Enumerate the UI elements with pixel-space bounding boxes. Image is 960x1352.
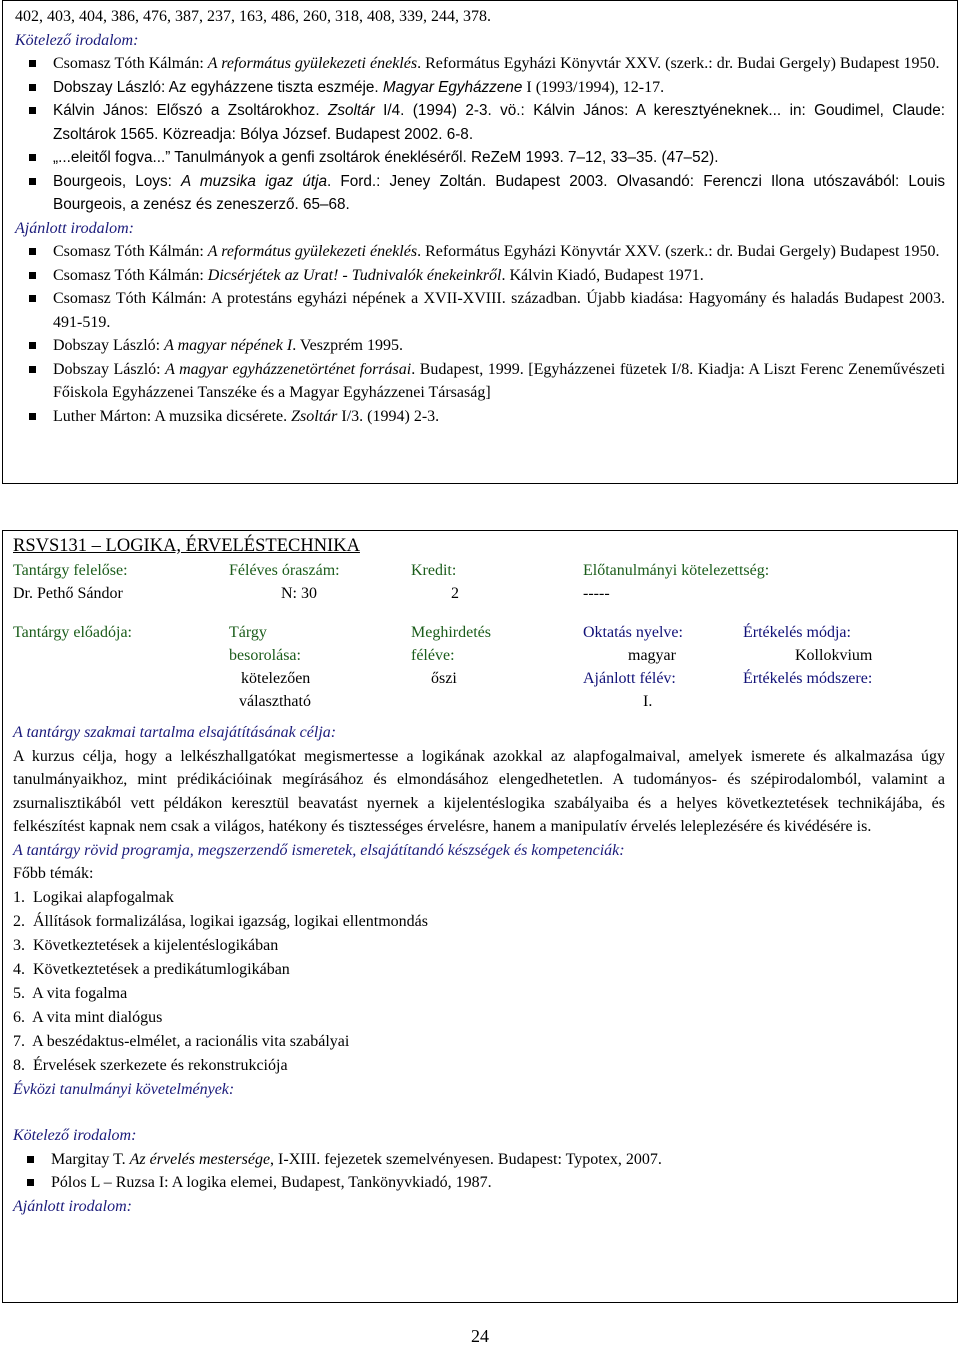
- text-run: Zsoltár: [327, 102, 375, 119]
- text-run: I/4. (1994) 2-3. vö.:: [374, 102, 534, 119]
- text-run: . Ford.: Jeney Zoltán. Budapest 2003. Olvasandó: Ferenczi Ilona utószavából: Louis Bourgeois, a zenész és zeneszerző. 65–68.: [53, 172, 945, 213]
- recommended-semester-label: Ajánlott félév:: [583, 670, 676, 687]
- topics-label: Főbb témák:: [13, 865, 94, 882]
- text-run: Csomasz Tóth Kálmán: A protestáns egyházi népének a XVII-XVIII. században. Újabb kiadása: Hagyomány és haladás Budapest 2003. 491-519.: [53, 290, 945, 331]
- text-run: Csomasz Tóth Kálmán:: [53, 266, 208, 284]
- literature-item: [15, 264, 945, 288]
- course-description-box: [2, 530, 958, 1303]
- credit-value: 2: [451, 585, 459, 602]
- literature-item: [13, 1148, 945, 1172]
- topic-item: 1. Logikai alapfogalmak: [13, 888, 174, 906]
- text-run: I/3. (1994) 2-3.: [337, 407, 440, 425]
- announce-label-2: féléve:: [411, 647, 455, 664]
- evaluation-value: Kollokvium: [795, 647, 873, 664]
- class-label-2: besorolása:: [229, 647, 301, 664]
- aim-heading: A tantárgy szakmai tartalma elsajátításának célja:: [13, 724, 337, 741]
- class-value-1: kötelezően: [241, 670, 311, 687]
- text-run: . Református Egyházi Könyvtár XXV. (szerk.: dr. Budai Gergely) Budapest 1950.: [417, 243, 940, 260]
- topic-item: 4. Következtetések a predikátumlogikában: [13, 960, 290, 978]
- literature-item: [15, 99, 945, 146]
- blank-line: [13, 1101, 945, 1124]
- text-run: A magyar népének I: [164, 337, 293, 354]
- class-value-2: választható: [239, 693, 311, 710]
- hours-value: N: 30: [281, 585, 317, 602]
- text-run: Bourgeois, Loys:: [53, 172, 182, 190]
- page-number: 24: [471, 1326, 489, 1346]
- literature-item: [15, 358, 945, 405]
- topic-item: 7. A beszédaktus-elmélet, a racionális vita szabályai: [13, 1032, 350, 1050]
- course-info-row-1: [13, 559, 945, 582]
- literature-item: [13, 1171, 945, 1195]
- text-run: . Református Egyházi Könyvtár XXV. (szerk.: dr. Budai Gergely) Budapest 1950.: [417, 55, 940, 72]
- course-recommended-heading: Ajánlott irodalom:: [13, 1197, 132, 1215]
- text-run: A magyar egyházzenetörténet forrásai: [165, 360, 412, 378]
- course-required-heading: Kötelező irodalom:: [13, 1127, 137, 1144]
- text-run: I (1993/1994), 12-17.: [522, 78, 665, 96]
- language-label: Oktatás nyelve:: [583, 624, 683, 641]
- topics-list: [13, 886, 945, 1078]
- evaluation-method-label: Értékelés módszere:: [743, 670, 873, 687]
- required-literature-heading: Kötelező irodalom:: [15, 31, 139, 49]
- text-run: Luther Márton: A muzsika dicsérete.: [53, 407, 292, 425]
- credit-label: Kredit:: [411, 562, 457, 579]
- recommended-semester-value: I.: [643, 693, 653, 710]
- announce-label-1: Meghirdetés: [411, 624, 491, 641]
- text-run: Csomasz Tóth Kálmán:: [53, 243, 208, 260]
- text-run: Pólos L – Ruzsa I: A logika elemei, Budapest, Tankönyvkiadó, 1987.: [51, 1174, 492, 1191]
- text-run: Kálvin János: Előszó a Zsoltárokhoz.: [53, 102, 328, 119]
- literature-item: [15, 287, 945, 334]
- pages-line: 402, 403, 404, 386, 476, 387, 237, 163, 486, 260, 318, 408, 339, 244, 378.: [15, 8, 491, 25]
- text-run: A református gyülekezeti éneklés: [207, 55, 418, 72]
- required-literature-list: [15, 52, 945, 217]
- text-run: Margitay T.: [51, 1150, 130, 1168]
- hours-label: Féléves óraszám:: [229, 562, 340, 579]
- language-value: magyar: [628, 647, 676, 664]
- text-run: Dobszay László:: [53, 337, 165, 354]
- recommended-literature-heading: Ajánlott irodalom:: [15, 219, 134, 237]
- responsible-label: Tantárgy felelőse:: [13, 562, 128, 579]
- text-run: A református gyülekezeti éneklés: [207, 243, 418, 260]
- text-run: „...eleitől fogva...” Tanulmányok a genfi zsoltárok énekléséről. ReZeM 1993. 7–12, 33–35. (47–52).: [53, 149, 719, 166]
- announce-value: őszi: [431, 670, 457, 687]
- aim-text: A kurzus célja, hogy a lelkészhallgatókat megismertesse a logikának azokkal az alapfogalmaival, amelyek ismerete és alkalmazása úgy tanulmányaikhoz, mint prédikációinak megírásához és elmondásához elengedhetetlen. A tudományos- és szépirodalomból, valamint a zsurnalisztikából vett példákon keresztül beavatást nyernek a kijelentéslogika szabályaiba és a helyes következtetések technikájába, és felkészítést kapnak nem csak a világos, hatékony és tisztességes érvelésre, hanem a manipulatív érvelés leleplezésére és kivédésére is.: [13, 747, 945, 835]
- topic-item: 8. Érvelések szerkezete és rekonstrukciója: [13, 1056, 288, 1074]
- responsible-value: Dr. Pethő Sándor: [13, 585, 123, 602]
- prereq-value: -----: [583, 585, 610, 602]
- literature-item: [15, 76, 945, 100]
- text-run: . Veszprém 1995.: [292, 337, 403, 354]
- course-info-block-2: [13, 621, 945, 721]
- text-run: Magyar Egyházzene: [382, 78, 523, 96]
- course-title: RSVS131 – LOGIKA, ÉRVELÉSTECHNIKA: [13, 536, 360, 556]
- recommended-literature-list: [15, 240, 945, 428]
- text-run: . Kálvin Kiadó, Budapest 1971.: [501, 266, 704, 284]
- literature-item: [15, 52, 945, 76]
- text-run: Zsoltár: [291, 407, 338, 425]
- text-run: Dobszay László: Az egyházzene tiszta eszméje.: [53, 78, 383, 96]
- class-label-1: Tárgy: [229, 624, 267, 641]
- evaluation-label: Értékelés módja:: [743, 624, 851, 641]
- literature-item: [15, 334, 945, 358]
- requirements-heading: Évközi tanulmányi követelmények:: [13, 1080, 235, 1098]
- text-run: . Budapest, 1999. [Egyházzenei füzetek I/8. Kiadja: A Liszt Ferenc Zeneművészeti Főiskola Egyházzenei Tanszéke és a Magyar Egyházzenei Társaság]: [53, 360, 946, 401]
- program-heading: A tantárgy rövid programja, megszerzendő ismeretek, elsajátítandó készségek és kompetenciák:: [13, 841, 625, 859]
- literature-item: [15, 405, 945, 429]
- text-run: Dicsérjétek az Urat! - Tudnivalók énekeinkről: [207, 266, 502, 284]
- prereq-label: Előtanulmányi kötelezettség:: [583, 562, 770, 579]
- course-required-list: [13, 1148, 945, 1195]
- text-run: Dobszay László:: [53, 360, 166, 378]
- text-run: Kálvin János: A keresztyéneknek... in: Goudimel, Claude: Zsoltárok 1565. Közreadja: Bólya József. Budapest 2002. 6-8.: [53, 102, 945, 143]
- text-run: , I-XIII. fejezetek szemelvényesen. Budapest: Typotex, 2007.: [270, 1150, 662, 1168]
- text-run: A muzsika igaz útja: [181, 172, 327, 190]
- literature-item: [15, 146, 945, 170]
- topic-item: 5. A vita fogalma: [13, 984, 128, 1002]
- topic-item: 3. Következtetések a kijelentéslogikában: [13, 936, 279, 954]
- course-info-row-2: [13, 582, 945, 605]
- top-literature-box: [2, 0, 958, 484]
- text-run: Az érvelés mestersége: [129, 1150, 271, 1168]
- topic-item: 2. Állítások formalizálása, logikai igazság, logikai ellentmondás: [13, 912, 428, 930]
- literature-item: [15, 170, 945, 217]
- literature-item: [15, 240, 945, 264]
- topic-item: 6. A vita mint dialógus: [13, 1008, 163, 1026]
- text-run: Csomasz Tóth Kálmán:: [53, 55, 208, 72]
- lecturer-label: Tantárgy előadója:: [13, 624, 132, 641]
